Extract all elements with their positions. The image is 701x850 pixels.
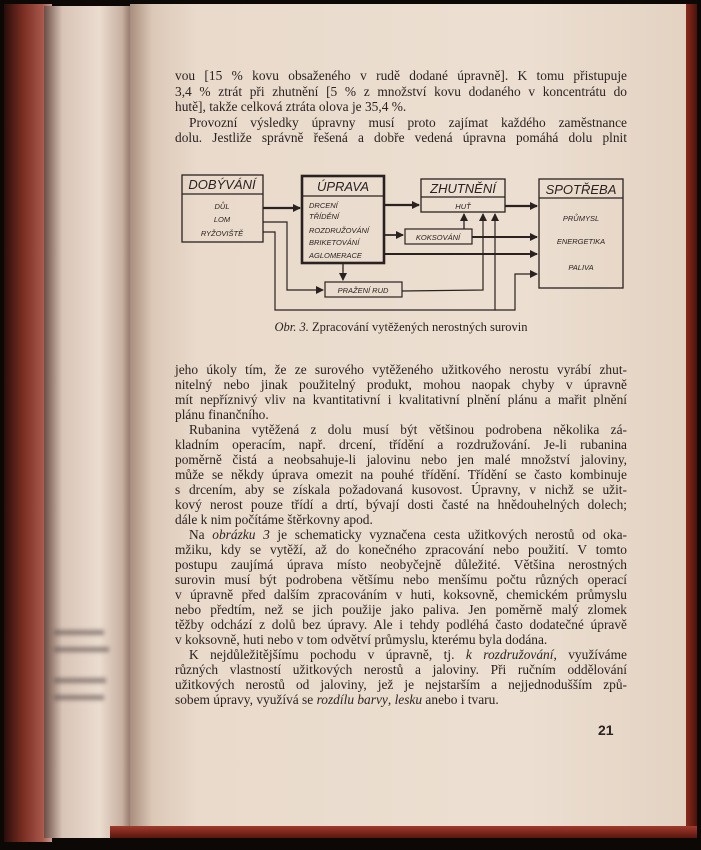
text-line [175, 587, 627, 602]
text-segment: anebo i tvaru. [422, 692, 499, 707]
text-line [175, 632, 627, 647]
text-line [175, 392, 627, 407]
text-line [175, 497, 627, 512]
text-segment: mžiku, kdy se vytěží, až do konečného zpracování nebo použití. V tomto [175, 542, 627, 557]
text-segment: hutě], takže celková ztráta olova je 35,4 %. [175, 99, 407, 114]
emphasis-text: obrázku 3 [212, 527, 270, 542]
label-trideni: TŘÍDĚNÍ [309, 212, 339, 221]
text-segment: plánu finančního. [175, 407, 269, 422]
text-line [175, 557, 627, 572]
text-line [175, 467, 627, 482]
text-segment: K nejdůležitějšímu pochodu v úpravně, tj. [189, 647, 466, 662]
text-segment: poměrně čistá a neobsahuje-li jalovinu nebo jen malé množství jaloviny, [175, 452, 627, 467]
text-line [175, 602, 627, 617]
emphasis-text: lesku [394, 692, 423, 707]
text-line [175, 437, 627, 452]
text-segment: nitelný nebo jinak použitelný produkt, mohou naopak chyby v úpravně [175, 377, 627, 392]
label-dobyvani: DOBÝVÁNÍ [188, 177, 256, 192]
label-prumysl: PRŮMYSL [562, 214, 600, 223]
text-segment: jeho úkoly tím, že ze surového vytěženého užitkového nerostu vyrábí zhut- [175, 362, 627, 377]
label-rozdruzovani: ROZDRUŽOVÁNÍ [309, 226, 369, 235]
text-line [175, 377, 627, 392]
text-line [175, 512, 627, 527]
text-segment: v koksovně, huti nebo v tom odvětví průmyslu, kterému byla dodána. [175, 632, 548, 647]
text-segment: různých vlastností užitkových nerostů a jaloviny. Při ručním oddělování [175, 662, 627, 677]
emphasis-text: k rozdružování [465, 647, 554, 662]
label-lom: LOM [213, 215, 231, 224]
label-hut: HUŤ [455, 202, 471, 211]
text-segment: kladním operacím, např. drcení, třídění a rozdružování. Je-li rubanina [175, 437, 627, 452]
text-line [175, 662, 627, 677]
text-line [175, 482, 627, 497]
text-segment: 3,4 % ztrát při zhutnění [5 % z množství kovu dodaného v koncentrátu do [175, 83, 627, 99]
label-ryzoviste: RYŽOVIŠTĚ [200, 229, 244, 238]
label-zhutneni: ZHUTNĚNÍ [430, 181, 496, 196]
emphasis-text: rozdílu barvy [316, 692, 388, 707]
text-segment: sobem úpravy, využívá se [175, 692, 317, 707]
text-segment: v úpravně před dalším zpracováním v huti, koksovně, chemickém průmyslu [175, 587, 627, 602]
label-dul: DŮL [214, 202, 230, 211]
text-line [175, 692, 627, 707]
text-segment: může se někdy úprava omezit na pouhé třídění. Třídění se často kombinuje [175, 467, 627, 482]
text-segment: mít nepříznivý vliv na kvantitativní i kvalitativní plnění plánu a mařit plnění [175, 392, 627, 407]
label-paliva: PALIVA [568, 263, 594, 272]
text-segment: postupu zaujímá úprava místo neobyčejně důležité. Většina nerostných [175, 557, 627, 572]
text-line [175, 617, 627, 632]
label-briketovani: BRIKETOVÁNÍ [309, 238, 360, 247]
text-segment: dolu. Jestliže správně řešená a dobře vedená úpravna pomáhá dolu plnit [175, 130, 627, 145]
text-line [175, 362, 627, 377]
label-prazeni-rud: PRAŽENÍ RUD [337, 286, 389, 295]
text-segment: kový nerost pouze třídí a drtí, bývají dosti časté na hnědouhelných dolech; [175, 497, 627, 512]
text-segment: Na [189, 527, 213, 542]
page-number: 21 [598, 722, 614, 738]
paragraph-block-main [175, 362, 627, 707]
text-segment: je schematicky vyznačena cesta užitkových nerostů od oka- [269, 527, 627, 542]
text-line [175, 422, 627, 437]
text-line [175, 452, 627, 467]
label-aglomerace: AGLOMERACE [309, 251, 362, 260]
text-line [175, 407, 627, 422]
text-segment: Provozní výsledky úpravny musí proto zajímat každého zaměstnance [189, 114, 627, 130]
text-line [175, 527, 627, 542]
text-segment: surovin musí být podrobena většímu nebo menšímu počtu různých operací [175, 572, 627, 587]
figure-caption-prefix: Obr. 3. [274, 320, 309, 334]
text-segment: vou [15 % kovu obsaženého v rudě dodané úpravně]. K tomu přistupuje [175, 68, 627, 83]
text-segment: Rubanina vytěžená z dolu musí být většinou podrobena několika zá- [189, 422, 627, 437]
text-segment: nebo předtím, než se jich použije jako paliva. Jen poměrně malý zlomek [175, 602, 627, 617]
text-segment: dále k nim počítáme štěrkovny apod. [175, 512, 373, 527]
figure-caption-text: Zpracování vytěžených nerostných surovin [311, 320, 528, 334]
label-koksovani: KOKSOVÁNÍ [415, 233, 461, 242]
text-line [175, 677, 627, 692]
text-segment: těžby odchází z dolů bez úpravy. Ale i tehdy podléhá často dodatečné úpravě [175, 617, 627, 632]
text-line [175, 542, 627, 557]
figure-caption [175, 320, 627, 335]
text-segment: , využíváme [553, 647, 627, 662]
text-segment: , [387, 692, 395, 707]
label-spotreba: SPOTŘEBA [545, 182, 617, 197]
text-line [175, 572, 627, 587]
label-uprava: ÚPRAVA [316, 179, 370, 194]
label-drceni: DRCENÍ [309, 201, 338, 210]
text-line [175, 647, 627, 662]
label-energetika: ENERGETIKA [556, 237, 606, 246]
text-segment: užitkových nerostů od jaloviny, jež je nejstarším a nejjednodušším způ- [175, 677, 627, 692]
text-segment: s drcením, aby se získala požadovaná kusovost. Úpravny, v nichž se užit- [175, 482, 627, 497]
